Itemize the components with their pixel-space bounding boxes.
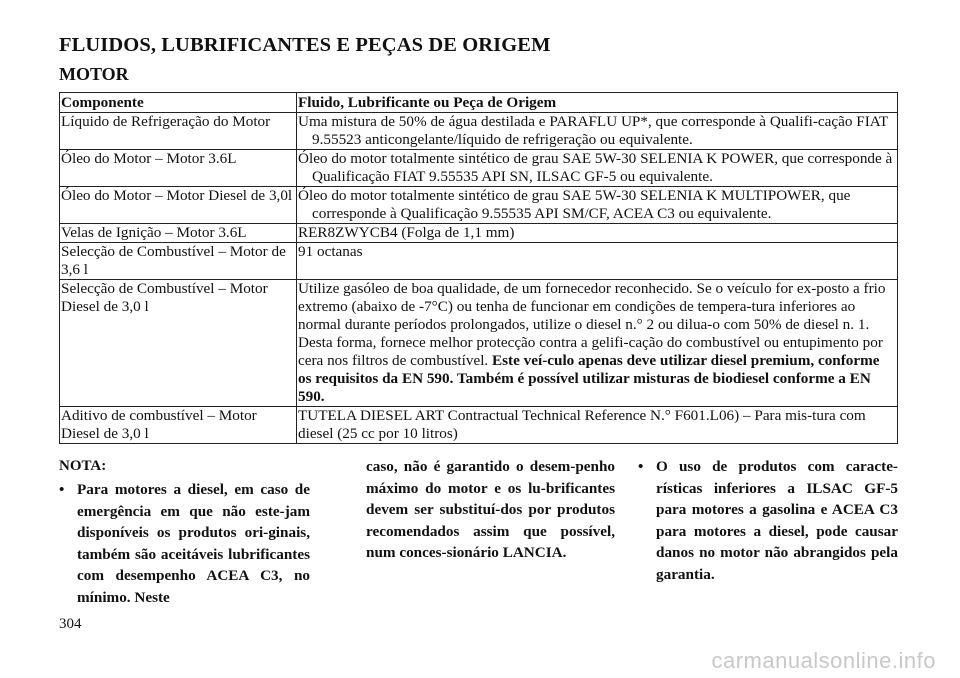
note-item <box>59 479 310 609</box>
note-text: Para motores a diesel, em caso de emergência em que não este-jam disponíveis os produtos ori-ginais, também são aceitáveis lubrificantes com desempenho ACEA C3, no mínimo. Neste <box>77 481 310 606</box>
table-row <box>60 407 898 444</box>
component-cell: Óleo do Motor – Motor 3.6L <box>60 150 297 187</box>
spec-cell <box>297 187 898 224</box>
note-item <box>638 456 898 586</box>
table-row <box>60 224 898 243</box>
column-header-spec: Fluido, Lubrificante ou Peça de Origem <box>297 93 898 113</box>
table-row <box>60 187 898 224</box>
spec-cell <box>297 150 898 187</box>
note-text-continued: caso, não é garantido o desem-penho máximo do motor e os lu-brificantes devem ser substituí-dos por produtos recomendados assim que possível, num conces-sionário LANCIA. <box>366 458 615 562</box>
table-row <box>60 280 898 407</box>
spec-text: 91 octanas <box>298 243 363 260</box>
watermark: carmanualsonline.info <box>711 648 936 673</box>
spec-cell <box>297 243 898 280</box>
note-text: O uso de produtos com caracte-rísticas inferiores a ILSAC GF-5 para motores a gasolina e ACEA C3 para motores a diesel, pode causar danos no motor não abrangidos pela garantia. <box>656 458 898 583</box>
notes-column-middle <box>352 456 615 564</box>
component-cell: Selecção de Combustível – Motor de 3,6 l <box>60 243 297 280</box>
spec-text: RER8ZWYCB4 (Folga de 1,1 mm) <box>298 224 515 241</box>
bullet-icon: • <box>59 481 65 498</box>
spec-cell <box>297 224 898 243</box>
bullet-icon: • <box>638 458 644 475</box>
page-number: 304 <box>59 616 82 632</box>
spec-text: Uma mistura de 50% de água destilada e PARAFLU UP*, que corresponde à Qualifi-cação FIAT 9.55523 anticongelante/líquido de refrigeração ou equivalente. <box>298 113 889 148</box>
spec-text: Óleo do motor totalmente sintético de grau SAE 5W-30 SELENIA K MULTIPOWER, que corresponde à Qualificação 9.55535 API SM/CF, ACEA C3 ou equivalente. <box>298 187 851 222</box>
spec-text: Utilize gasóleo de boa qualidade, de um fornecedor reconhecido. Se o veículo for ex-posto a frio extremo (abaixo de -7°C) ou tenha de funcionar em condições de tempera-tura inferiores ao normal durante períodos prolongados, utilize o diesel n.° 2 ou dilua-o com 50% de diesel n. 1. Desta forma, fornece melhor protecção contra a gelifi-cação do combustível ou entupimento por cera nos filtros de combustível. <box>298 280 886 369</box>
component-cell: Selecção de Combustível – Motor Diesel de 3,0 l <box>60 280 297 407</box>
table-row <box>60 150 898 187</box>
column-header-component: Componente <box>60 93 297 113</box>
spec-cell <box>297 113 898 150</box>
table-header-row <box>60 93 898 113</box>
section-title: MOTOR <box>59 64 129 84</box>
table-row <box>60 243 898 280</box>
page-title: FLUIDOS, LUBRIFICANTES E PEÇAS DE ORIGEM <box>59 34 551 56</box>
fluids-table <box>59 92 898 444</box>
spec-text: TUTELA DIESEL ART Contractual Technical Reference N.° F601.L06) – Para mis-tura com diesel (25 cc por 10 litros) <box>298 407 866 442</box>
notes-label: NOTA: <box>59 458 107 474</box>
component-cell: Óleo do Motor – Motor Diesel de 3,0l <box>60 187 297 224</box>
component-cell: Aditivo de combustível – Motor Diesel de 3,0 l <box>60 407 297 444</box>
table-row <box>60 113 898 150</box>
notes-column-right <box>638 456 898 586</box>
spec-cell <box>297 407 898 444</box>
spec-bold-text: Este veí-culo apenas deve utilizar diesel premium, conforme os requisitos da EN 590. Também é possível utilizar misturas de biodiesel conforme a EN 590. <box>298 352 880 405</box>
component-cell: Líquido de Refrigeração do Motor <box>60 113 297 150</box>
spec-text: Óleo do motor totalmente sintético de grau SAE 5W-30 SELENIA K POWER, que corresponde à Qualificação FIAT 9.55535 API SN, ILSAC GF-5 ou equivalente. <box>298 150 893 185</box>
notes-column-left <box>59 479 310 609</box>
spec-cell <box>297 280 898 407</box>
component-cell: Velas de Ignição – Motor 3.6L <box>60 224 297 243</box>
